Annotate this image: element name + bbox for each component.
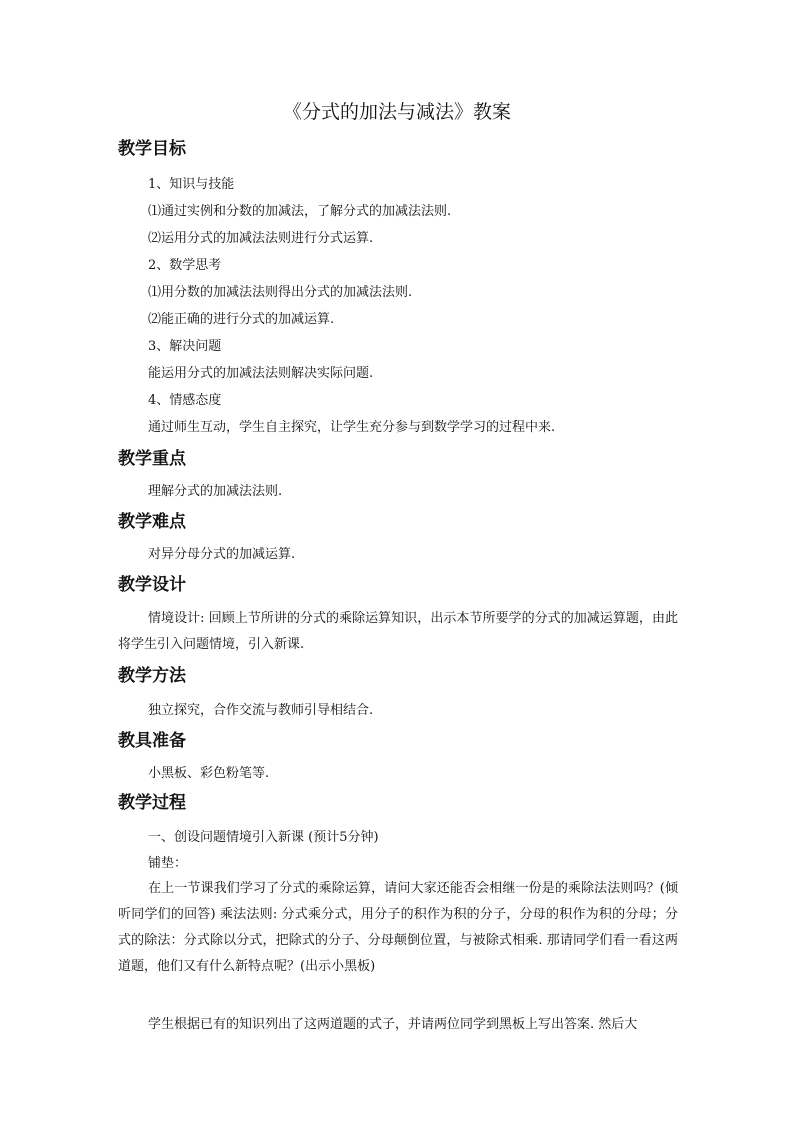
tools-text: 小黑板、彩色粉笔等. — [148, 766, 270, 781]
objective-item: ⑵运用分式的加减法法则进行分式运算. — [148, 231, 374, 246]
objective-item: 通过师生互动，学生自主探究，让学生充分参与到数学学习的过程中来. — [148, 420, 556, 435]
objective-item: 1、知识与技能 — [148, 177, 235, 192]
objective-item: 4、情感态度 — [148, 393, 222, 408]
objective-item: ⑴通过实例和分数的加减法，了解分式的加减法法则. — [148, 204, 452, 219]
objective-item: 能运用分式的加减法法则解决实际问题. — [148, 366, 374, 381]
section-heading-objectives: 教学目标 — [118, 139, 186, 159]
section-heading-key-points: 教学重点 — [118, 449, 186, 469]
section-heading-method: 教学方法 — [118, 666, 186, 686]
method-text: 独立探究，合作交流与教师引导相结合. — [148, 703, 374, 718]
objective-item: 3、解决问题 — [148, 339, 222, 354]
process-pave-label: 铺垫： — [148, 856, 188, 871]
process-paragraph-2: 学生根据已有的知识列出了这两道题的式子，并请两位同学到黑板上写出答案. 然后大 — [148, 1017, 638, 1032]
process-paragraph-1: 在上一节课我们学习了分式的乘除运算，请问大家还能否会相继一份是的乘除法法则吗？(倾听同学们的回答) 乘法法则: 分式乘分式，用分子的积作为积的分子，分母的积作为积的分母；分式的除法：分式除以分式，把除式的分子、分母颠倒位置，与被除式相乘. 那请同学们看一看这两道题，他们又有什么新特点呢？(出示小黑板) — [118, 881, 678, 974]
section-heading-tools: 教具准备 — [118, 731, 186, 751]
section-heading-difficulties: 教学难点 — [118, 512, 186, 532]
section-heading-process: 教学过程 — [118, 793, 186, 813]
objective-item: 2、数学思考 — [148, 258, 222, 273]
section-heading-design: 教学设计 — [118, 575, 186, 595]
process-step-1: 一、创设问题情境引入新课 (预计5分钟) — [148, 830, 379, 845]
key-points-text: 理解分式的加减法法则. — [148, 484, 283, 499]
design-text: 情境设计: 回顾上节所讲的分式的乘除运算知识，出示本节所要学的分式的加减运算题，由此将学生引入问题情境，引入新课. — [118, 611, 678, 652]
difficulties-text: 对异分母分式的加减运算. — [148, 547, 296, 562]
objective-item: ⑴用分数的加减法法则得出分式的加减法法则. — [148, 285, 413, 300]
objective-item: ⑵能正确的进行分式的加减运算. — [148, 312, 335, 327]
document-title: 《分式的加法与减法》教案 — [282, 101, 511, 123]
